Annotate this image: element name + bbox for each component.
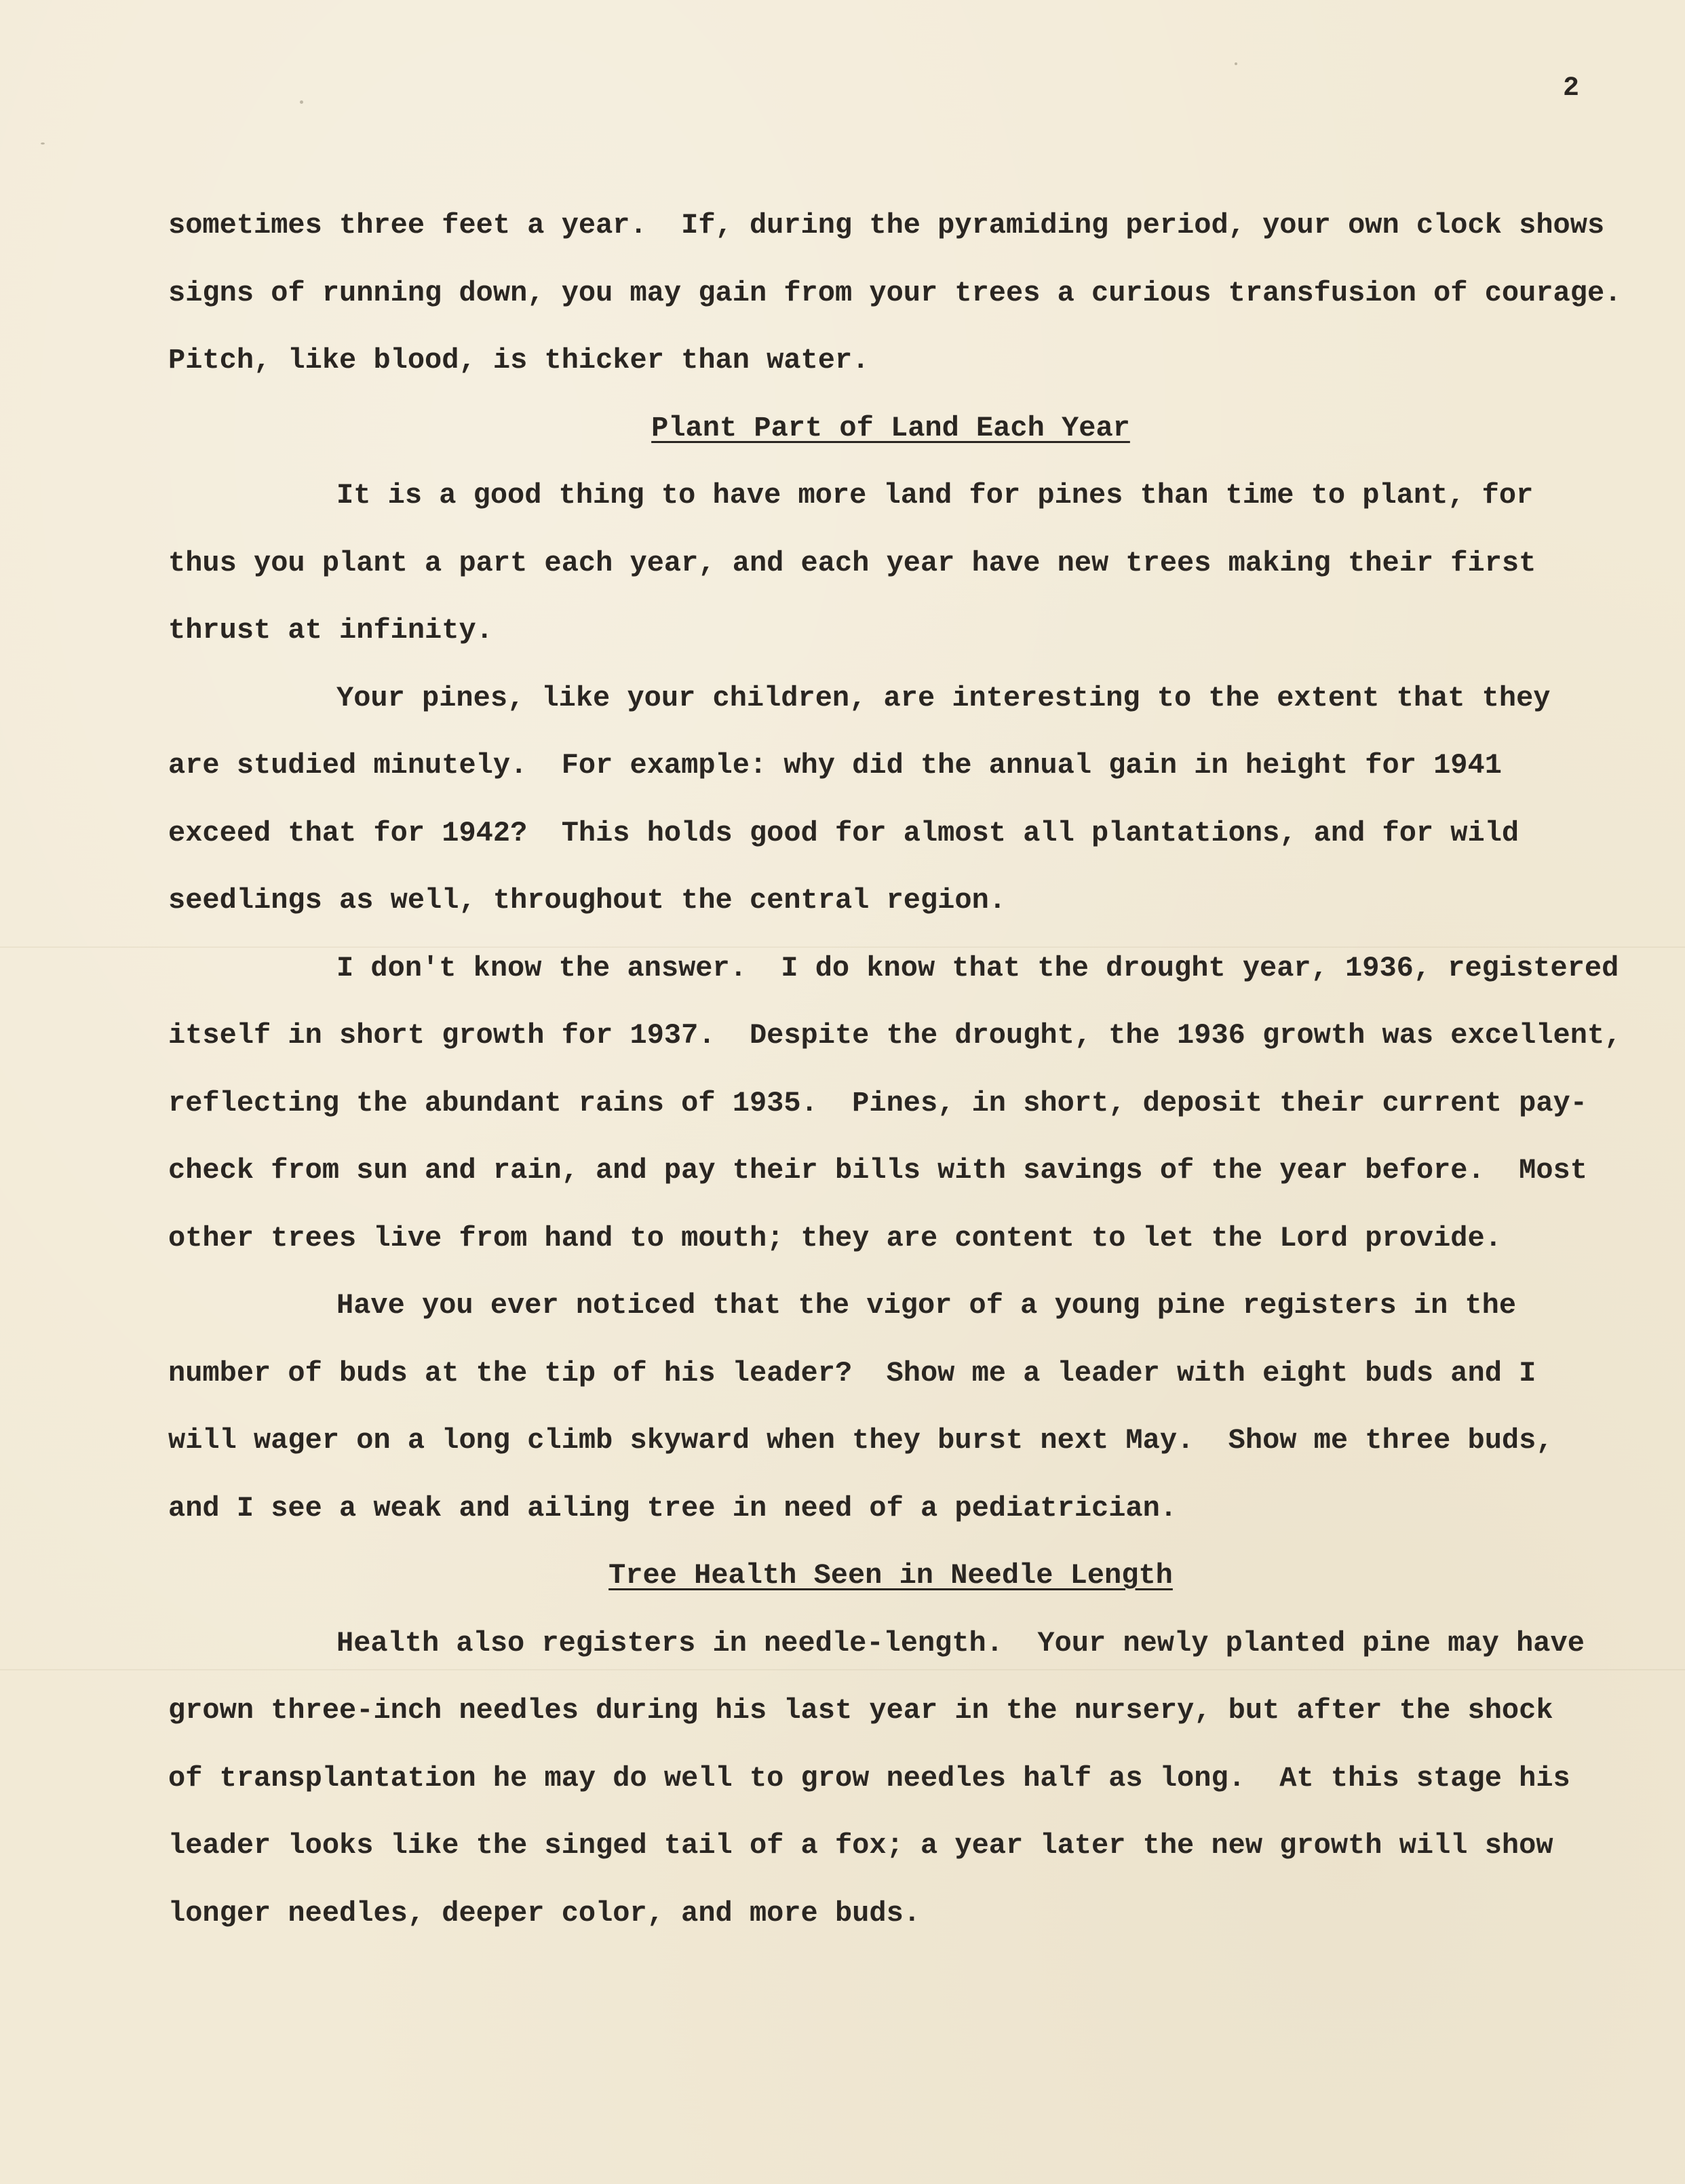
page-number: 2 (1563, 73, 1580, 104)
text-line: grown three-inch needles during his last year in the nursery, but after the shock (168, 1694, 1553, 1727)
text-line: reflecting the abundant rains of 1935. Pines, in short, deposit their current pay- (168, 1086, 1587, 1119)
text-line: of transplantation he may do well to grow needles half as long. At this stage his (168, 1761, 1570, 1795)
document-body (168, 204, 1622, 1959)
text-line: Your pines, like your children, are interesting to the extent that they (336, 681, 1551, 714)
text-line: signs of running down, you may gain from your trees a curious transfusion of courage. (168, 276, 1622, 309)
text-line: Health also registers in needle-length. Your newly planted pine may have (336, 1626, 1585, 1660)
text-line: other trees live from hand to mouth; they are content to let the Lord provide. (168, 1221, 1502, 1254)
text-line: thus you plant a part each year, and each year have new trees making their first (168, 546, 1536, 579)
text-line: will wager on a long climb skyward when they burst next May. Show me three buds, (168, 1424, 1553, 1457)
text-line: seedlings as well, throughout the central region. (168, 884, 1007, 917)
paper-speck (41, 142, 45, 145)
text-line: number of buds at the tip of his leader? Show me a leader with eight buds and I (168, 1356, 1536, 1390)
text-line: Pitch, like blood, is thicker than water. (168, 344, 870, 377)
text-line: and I see a weak and ailing tree in need of a pediatrician. (168, 1491, 1178, 1525)
paper-speck (300, 100, 303, 104)
text-line: exceed that for 1942? This holds good for almost all plantations, and for wild (168, 816, 1519, 849)
text-line: Have you ever noticed that the vigor of a young pine registers in the (336, 1289, 1517, 1322)
paper-speck (1235, 62, 1237, 65)
text-line: thrust at infinity. (168, 614, 493, 647)
text-line: sometimes three feet a year. If, during the pyramiding period, your own clock shows (168, 209, 1605, 242)
text-line: It is a good thing to have more land for pines than time to plant, for (336, 479, 1534, 512)
text-line: are studied minutely. For example: why did the annual gain in height for 1941 (168, 749, 1502, 782)
section-heading: Plant Part of Land Each Year (651, 411, 1130, 444)
text-line: longer needles, deeper color, and more buds. (168, 1896, 921, 1930)
text-line: check from sun and rain, and pay their bills with savings of the year before. Most (168, 1154, 1587, 1187)
section-heading: Tree Health Seen in Needle Length (608, 1559, 1173, 1592)
text-line: leader looks like the singed tail of a fox; a year later the new growth will show (168, 1829, 1553, 1862)
text-line: I don't know the answer. I do know that the drought year, 1936, registered (336, 951, 1619, 984)
text-line: itself in short growth for 1937. Despite the drought, the 1936 growth was excellent, (168, 1019, 1622, 1052)
